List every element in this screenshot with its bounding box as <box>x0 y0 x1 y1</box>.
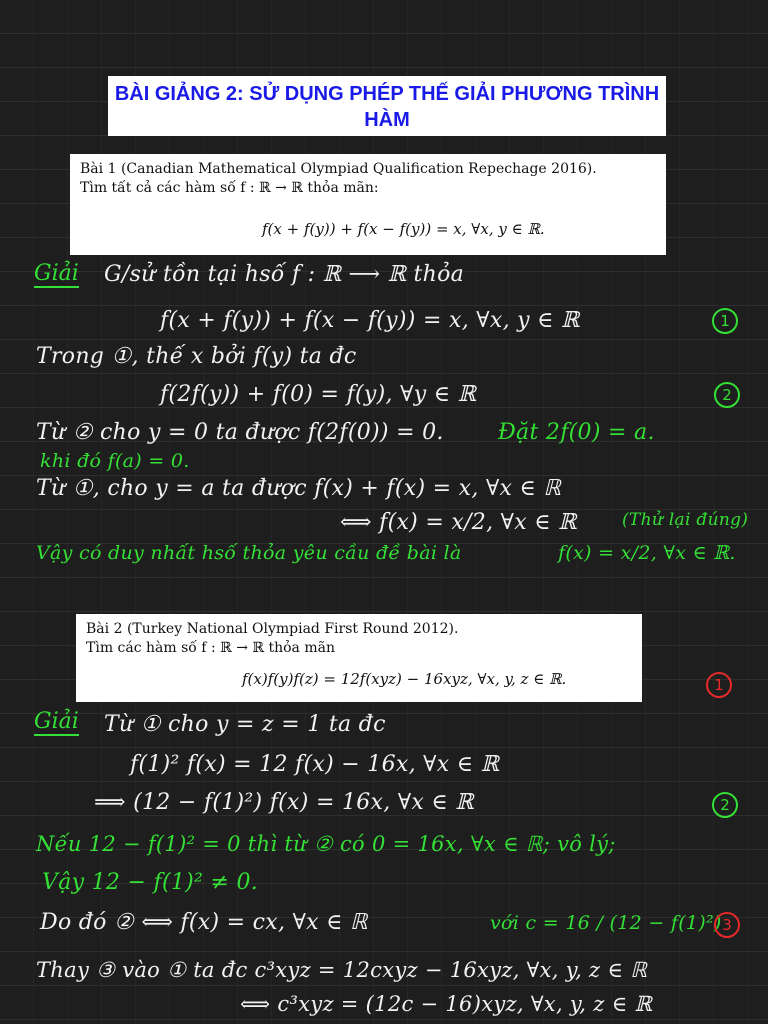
problem-2-label: Bài 2 <box>86 621 123 637</box>
solution-2-line-5: Vậy 12 − f(1)² ≠ 0. <box>42 870 259 895</box>
solution-1-conclusion: Vậy có duy nhất hsố thỏa yêu cầu đề bài là <box>36 542 462 564</box>
problem-2-box <box>76 614 642 702</box>
solution-1-heading: Giải <box>34 261 79 286</box>
solution-2-constant: với c = 16 / (12 − f(1)²) <box>490 912 722 934</box>
solution-2-line-6: Do đó ② ⟺ f(x) = cx, ∀x ∈ ℝ <box>40 910 368 935</box>
problem-1-label: Bài 1 <box>80 161 117 177</box>
solution-1-line-7: Từ ①, cho y = a ta được f(x) + f(x) = x, ∀x ∈ ℝ <box>36 476 562 501</box>
title-line-2: HÀM <box>364 109 410 131</box>
solution-2-line-2: f(1)² f(x) = 12 f(x) − 16x, ∀x ∈ ℝ <box>130 752 500 777</box>
solution-1-line-4: f(2f(y)) + f(0) = f(y), ∀y ∈ ℝ <box>160 382 477 407</box>
solution-2-line-7: Thay ③ vào ① ta đc c³xyz = 12cxyz − 16xyz, ∀x, y, z ∈ ℝ <box>36 958 648 982</box>
title-line-1: BÀI GIẢNG 2: SỬ DỤNG PHÉP THẾ GIẢI PHƯƠNG TRÌNH <box>114 83 660 105</box>
problem-2-statement: Tìm các hàm số f : ℝ → ℝ thỏa mãn <box>86 640 335 656</box>
solution-2-line-1: Từ ① cho y = z = 1 ta đc <box>104 712 386 737</box>
problem-1-source: (Canadian Mathematical Olympiad Qualification Repechage 2016). <box>120 161 597 177</box>
solution-1-line-6: khi đó f(a) = 0. <box>40 450 190 472</box>
problem-2-tag: 1 <box>706 672 732 698</box>
solution-1-answer: f(x) = x/2, ∀x ∈ ℝ. <box>558 542 736 564</box>
solution-1-line-8: ⟺ f(x) = x/2, ∀x ∈ ℝ <box>340 510 577 535</box>
equation-tag-3: 3 <box>714 912 740 938</box>
equation-tag-2: 2 <box>714 382 740 408</box>
problem-2-source: (Turkey National Olympiad First Round 2012). <box>126 621 459 637</box>
problem-1-header <box>80 160 656 179</box>
problem-2-header <box>86 620 632 639</box>
problem-2-equation: f(x)f(y)f(z) = 12f(xyz) − 16xyz, ∀x, y, z ∈ ℝ. <box>242 670 567 688</box>
problem-1-statement: Tìm tất cả các hàm số f : ℝ → ℝ thỏa mãn: <box>80 180 379 196</box>
solution-1-line-1: G/sử tồn tại hsố f : ℝ ⟶ ℝ thỏa <box>104 262 465 287</box>
solution-2-line-3: ⟹ (12 − f(1)²) f(x) = 16x, ∀x ∈ ℝ <box>94 790 474 815</box>
equation-tag-1: 1 <box>712 308 738 334</box>
equation-tag-2b: 2 <box>712 792 738 818</box>
solution-1-line-2: f(x + f(y)) + f(x − f(y)) = x, ∀x, y ∈ ℝ <box>160 308 580 333</box>
solution-1-check: (Thử lại đúng) <box>622 510 749 530</box>
problem-1-equation: f(x + f(y)) + f(x − f(y)) = x, ∀x, y ∈ ℝ. <box>262 220 545 238</box>
solution-1-substitution: Đặt 2f(0) = a. <box>498 420 655 445</box>
solution-1-line-3: Trong ①, thế x bởi f(y) ta đc <box>36 344 357 369</box>
solution-2-line-4: Nếu 12 − f(1)² = 0 thì từ ② có 0 = 16x, ∀x ∈ ℝ; vô lý; <box>36 832 616 856</box>
lecture-title <box>108 76 666 136</box>
problem-1-box <box>70 154 666 255</box>
solution-2-heading: Giải <box>34 709 79 734</box>
solution-2-line-8: ⟺ c³xyz = (12c − 16)xyz, ∀x, y, z ∈ ℝ <box>240 992 653 1016</box>
solution-1-line-5: Từ ② cho y = 0 ta được f(2f(0)) = 0. <box>36 420 444 445</box>
